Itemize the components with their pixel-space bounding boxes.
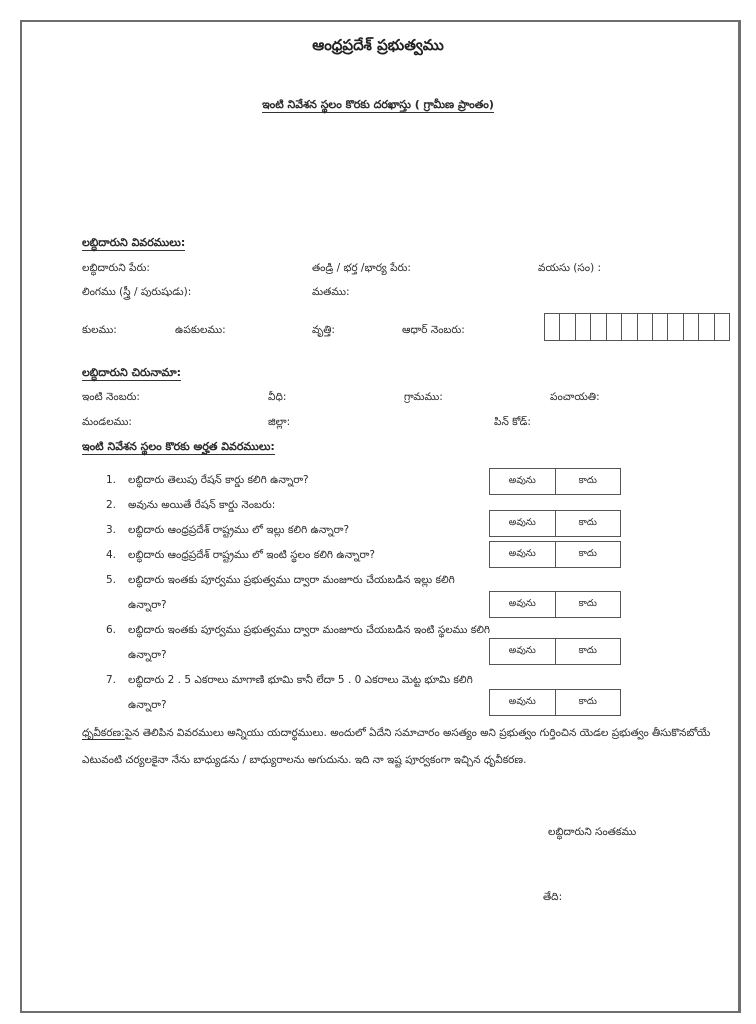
question-number: 5. xyxy=(106,574,117,586)
q7-yes-no-box xyxy=(489,689,621,716)
aadhaar-digit-cell[interactable] xyxy=(622,314,637,340)
address-heading-text: లబ్ధిదారుని చిరునామా: xyxy=(82,366,182,379)
question-text: లబ్ధిదారు ఇంతకు పూర్వము ప్రభుత్వము ద్వారా మంజూరు చేయబడిన ఇల్లు కలిగి xyxy=(128,574,455,586)
aadhaar-digit-cell[interactable] xyxy=(638,314,653,340)
q4-yes-no-box xyxy=(489,541,621,568)
question-4 xyxy=(106,549,375,564)
age-field[interactable]: వయసు (సం) : xyxy=(538,262,602,274)
question-text: అవును అయితే రేషన్ కార్డు నెంబరు: xyxy=(128,499,276,511)
eligibility-heading xyxy=(82,440,275,456)
no-option[interactable]: కాదు xyxy=(578,548,597,559)
aadhaar-digit-cell[interactable] xyxy=(715,314,729,340)
aadhaar-digit-cell[interactable] xyxy=(545,314,560,340)
beneficiary-details-heading-text: లబ్ధిదారుని వివరములు: xyxy=(82,236,186,249)
yes-option[interactable]: అవును xyxy=(490,592,556,617)
aadhaar-digit-cell[interactable] xyxy=(607,314,622,340)
yes-option[interactable]: అవును xyxy=(490,542,556,567)
aadhaar-digit-cell[interactable] xyxy=(591,314,606,340)
question-2 xyxy=(106,499,275,514)
question-number: 2. xyxy=(106,499,117,511)
panchayat-field[interactable]: పంచాయతి: xyxy=(550,391,600,403)
question-1 xyxy=(106,474,309,489)
question-number: 7. xyxy=(106,674,117,686)
aadhaar-digit-cell[interactable] xyxy=(560,314,575,340)
aadhaar-label: ఆధార్ నెంబరు: xyxy=(402,324,465,336)
no-option[interactable]: కాదు xyxy=(578,475,597,486)
caste-field[interactable]: కులము: xyxy=(82,324,117,336)
aadhaar-digit-cell[interactable] xyxy=(653,314,668,340)
question-number: 6. xyxy=(106,624,117,636)
no-option[interactable]: కాదు xyxy=(578,517,597,528)
yes-option[interactable]: అవును xyxy=(490,639,556,664)
religion-field[interactable]: మతము: xyxy=(312,286,350,298)
question-text: లబ్ధిదారు తెలుపు రేషన్ కార్డు కలిగి ఉన్నారా? xyxy=(128,474,309,486)
aadhaar-digit-cell[interactable] xyxy=(684,314,699,340)
signature-label: లబ్ధిదారుని సంతకము xyxy=(548,826,637,838)
q5-yes-no-box xyxy=(489,591,621,618)
question-text: లబ్ధిదారు ఆంధ్రప్రదేశ్ రాష్ట్రము లో ఇంటి స్థలం కలిగి ఉన్నారా? xyxy=(128,549,375,561)
date-field[interactable]: తేది: xyxy=(543,891,563,903)
yes-option[interactable]: అవును xyxy=(490,511,556,536)
occupation-field[interactable]: వృత్తి: xyxy=(312,324,335,336)
question-text: లబ్ధిదారు ఆంధ్రప్రదేశ్ రాష్ట్రము లో ఇల్లు కలిగి ఉన్నారా? xyxy=(128,524,350,536)
beneficiary-details-heading xyxy=(82,236,185,252)
gender-field[interactable]: లింగము (స్త్రీ / పురుషుడు): xyxy=(82,286,192,298)
pin-code-field[interactable]: పిన్ కోడ్: xyxy=(494,416,531,428)
question-7 xyxy=(106,674,473,689)
question-text: లబ్ధిదారు 2 . 5 ఎకరాలు మాగాణి భూమి కానీ లేదా 5 . 0 ఎకరాలు మెట్ట భూమి కలిగి xyxy=(128,674,473,686)
declaration-label: ధృవీకరణ: xyxy=(82,727,125,739)
guardian-name-field[interactable]: తండ్రి / భర్త /భార్య పేరు: xyxy=(312,262,411,274)
question-text: లబ్ధిదారు ఇంతకు పూర్వము ప్రభుత్వము ద్వారా మంజూరు చేయబడిన ఇంటి స్థలము కలిగి xyxy=(128,624,491,636)
aadhaar-digit-cell[interactable] xyxy=(576,314,591,340)
question-6 xyxy=(106,624,490,639)
district-field[interactable]: జిల్లా: xyxy=(268,416,291,428)
question-5 xyxy=(106,574,455,589)
no-option[interactable]: కాదు xyxy=(578,645,597,656)
form-title xyxy=(0,98,756,114)
question-7-continued: ఉన్నారా? xyxy=(128,699,167,711)
yes-option[interactable]: అవును xyxy=(490,469,556,494)
village-field[interactable]: గ్రామము: xyxy=(404,391,443,403)
question-5-continued: ఉన్నారా? xyxy=(128,599,167,611)
question-number: 3. xyxy=(106,524,117,536)
declaration-text: పైన తెలిపిన వివరములు అన్నియు యదార్థములు. అందులో ఏదేని సమాచారం అసత్యం అని ప్రభుత్వం గుర్తించిన యెడల ప్రభుత్వం తీసుకొనబోయే ఎటువంటి చర్యలకైనా నేను బాధ్యుడను / బాధ్యురాలను అగుదును. ఇది నా ఇష్ట పూర్వకంగా ఇచ్చిన ధృవీకరణ. xyxy=(82,727,711,766)
no-option[interactable]: కాదు xyxy=(578,696,597,707)
eligibility-heading-text: ఇంటి నివేశన స్థలం కొరకు అర్హత వివరములు: xyxy=(82,440,275,453)
address-heading xyxy=(82,366,181,382)
q6-yes-no-box xyxy=(489,638,621,665)
question-number: 1. xyxy=(106,474,117,486)
name-field[interactable]: లబ్ధిదారుని పేరు: xyxy=(82,262,150,274)
aadhaar-digit-cell[interactable] xyxy=(699,314,714,340)
question-number: 4. xyxy=(106,549,117,561)
page-border xyxy=(20,20,741,1013)
mandal-field[interactable]: మండలము: xyxy=(82,416,132,428)
sub-caste-field[interactable]: ఉపకులము: xyxy=(175,324,226,336)
government-header: ఆంధ్రప్రదేశ్ ప్రభుత్వము xyxy=(312,36,444,54)
q1-yes-no-box xyxy=(489,468,621,495)
question-3 xyxy=(106,524,349,539)
q3-yes-no-box xyxy=(489,510,621,537)
yes-option[interactable]: అవును xyxy=(490,690,556,715)
declaration xyxy=(82,720,722,774)
house-number-field[interactable]: ఇంటి నెంబరు: xyxy=(82,391,140,403)
aadhaar-number-boxes[interactable] xyxy=(544,313,730,341)
question-6-continued: ఉన్నారా? xyxy=(128,649,167,661)
aadhaar-digit-cell[interactable] xyxy=(668,314,683,340)
form-title-text: ఇంటి నివేశన స్థలం కొరకు దరఖాస్తు ( గ్రామీణ ప్రాంతం) xyxy=(262,98,494,111)
street-field[interactable]: వీధి: xyxy=(268,391,287,403)
no-option[interactable]: కాదు xyxy=(578,598,597,609)
